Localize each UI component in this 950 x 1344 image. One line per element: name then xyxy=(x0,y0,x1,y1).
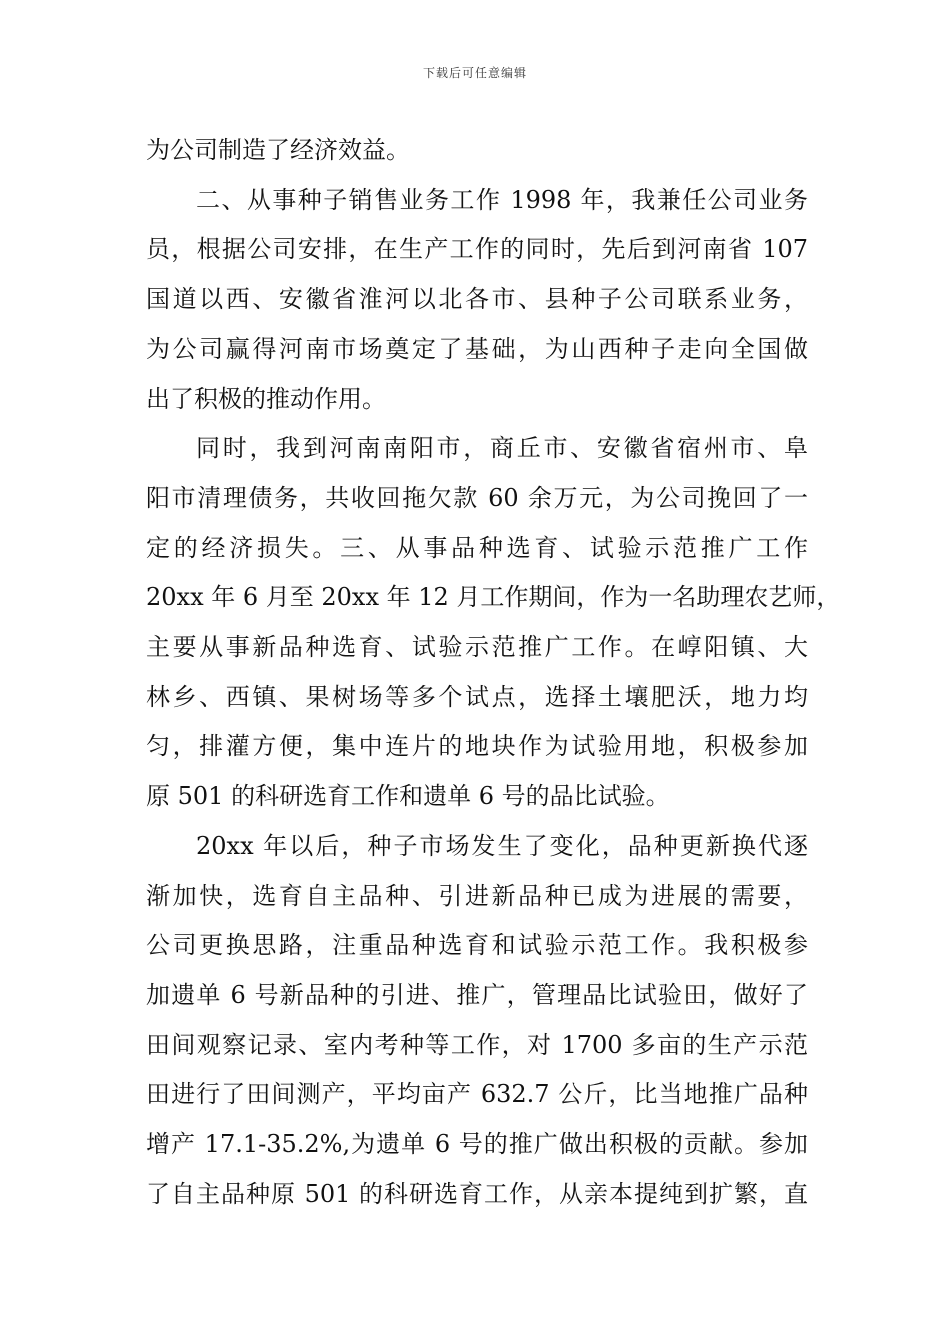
text-line: 20xx 年 6 月至 20xx 年 12 月工作期间，作为一名助理农艺师， xyxy=(146,583,841,612)
text-line: 林乡、西镇、果树场等多个试点，选择土壤肥沃，地力均 xyxy=(146,682,808,711)
document-body xyxy=(146,126,841,1219)
paragraph xyxy=(146,822,808,1220)
page-header: 下载后可任意编辑 xyxy=(422,66,527,80)
text-line: 同时，我到河南南阳市，商丘市、安徽省宿州市、阜 xyxy=(196,434,808,463)
paragraph xyxy=(146,424,841,822)
text-line: 主要从事新品种选育、试验示范推广工作。在崞阳镇、大 xyxy=(146,633,808,662)
text-line: 为公司赢得河南市场奠定了基础，为山西种子走向全国做 xyxy=(146,334,808,363)
text-line: 加遗单 6 号新品种的引进、推广，管理品比试验田，做好了 xyxy=(146,980,808,1009)
text-line: 阳市清理债务，共收回拖欠款 60 余万元，为公司挽回了一 xyxy=(146,483,808,512)
text-line: 国道以西、安徽省淮河以北各市、县种子公司联系业务， xyxy=(146,285,808,314)
text-line: 匀，排灌方便，集中连片的地块作为试验用地，积极参加 xyxy=(146,732,808,761)
text-line: 田进行了田间测产，平均亩产 632.7 公斤，比当地推广品种 xyxy=(146,1080,808,1109)
text-line: 20xx 年以后，种子市场发生了变化，品种更新换代逐 xyxy=(196,831,808,860)
text-line: 为公司制造了经济效益。 xyxy=(146,136,410,164)
paragraph xyxy=(146,126,808,176)
text-line: 了自主品种原 501 的科研选育工作，从亲本提纯到扩繁，直 xyxy=(146,1179,808,1208)
text-line: 出了积极的推动作用。 xyxy=(146,384,386,413)
text-line: 田间观察记录、室内考种等工作，对 1700 多亩的生产示范 xyxy=(146,1030,808,1059)
text-line: 员，根据公司安排，在生产工作的同时，先后到河南省 107 xyxy=(146,235,808,264)
text-line: 定的经济损失。三、从事品种选育、试验示范推广工作 xyxy=(146,533,808,562)
paragraph xyxy=(146,176,808,425)
text-line: 渐加快，选育自主品种、引进新品种已成为进展的需要， xyxy=(146,881,808,910)
text-line: 公司更换思路，注重品种选育和试验示范工作。我积极参 xyxy=(146,931,808,960)
text-line: 增产 17.1-35.2%,为遗单 6 号的推广做出积极的贡献。参加 xyxy=(146,1130,808,1159)
text-line: 二、从事种子销售业务工作 1998 年，我兼任公司业务 xyxy=(196,185,808,214)
text-line: 原 501 的科研选育工作和遗单 6 号的品比试验。 xyxy=(146,782,670,811)
